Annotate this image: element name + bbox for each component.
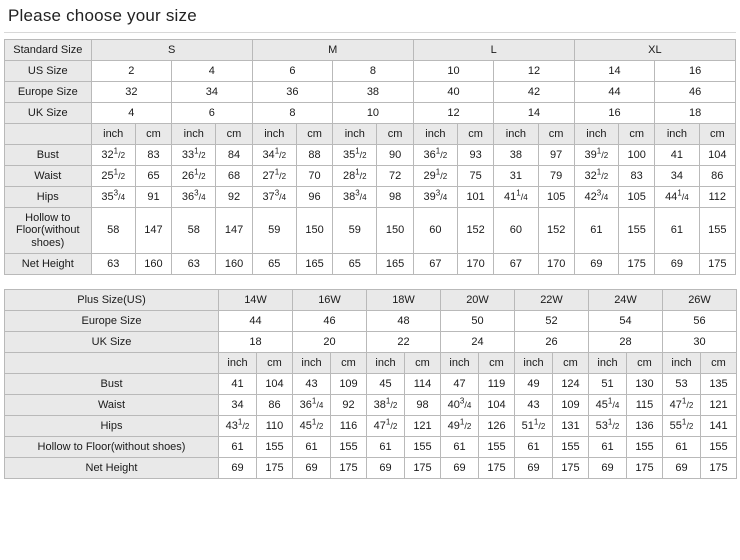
cell: 136 (627, 416, 663, 437)
cell: 86 (699, 166, 735, 187)
cell: 170 (538, 254, 574, 275)
cell: 43 (515, 395, 553, 416)
cell: 160 (135, 254, 171, 275)
cell: 58 (91, 208, 135, 254)
cell: 14 (574, 61, 655, 82)
cell: 44 (574, 82, 655, 103)
cell: 28 (589, 332, 663, 353)
cell: $27^1/2$ (252, 166, 296, 187)
cell: 69 (663, 458, 701, 479)
cell: 12 (413, 103, 494, 124)
group-18w: 18W (367, 290, 441, 311)
cell: 97 (538, 145, 574, 166)
cell: 155 (699, 208, 735, 254)
cell: 152 (538, 208, 574, 254)
cell: 68 (216, 166, 252, 187)
cell: $25^1/2$ (91, 166, 135, 187)
cell: 41 (219, 374, 257, 395)
cell: $38^3/4$ (333, 187, 377, 208)
cell: 43 (293, 374, 331, 395)
row-label-waist: Waist (5, 166, 92, 187)
cell: $41^1/4$ (494, 187, 538, 208)
cell: 105 (619, 187, 655, 208)
cell: 175 (479, 458, 515, 479)
cell: 83 (619, 166, 655, 187)
cell: 84 (216, 145, 252, 166)
row-label-bust: Bust (5, 374, 219, 395)
row-label-us-size: US Size (5, 61, 92, 82)
cell: 22 (367, 332, 441, 353)
unit-cell: inch (589, 353, 627, 374)
table-row (5, 395, 737, 416)
cell: 60 (413, 208, 457, 254)
unit-cell: cm (627, 353, 663, 374)
cell: 121 (405, 416, 441, 437)
cell: 104 (479, 395, 515, 416)
cell: 67 (413, 254, 457, 275)
unit-cell: inch (252, 124, 296, 145)
cell: 70 (296, 166, 332, 187)
cell: $35^3/4$ (91, 187, 135, 208)
cell: 26 (515, 332, 589, 353)
cell: $43^1/2$ (219, 416, 257, 437)
cell: $55^1/2$ (663, 416, 701, 437)
row-label-hollow-to-floor: Hollow to Floor(without shoes) (5, 208, 92, 254)
cell: 69 (574, 254, 618, 275)
cell: 175 (405, 458, 441, 479)
cell: 12 (494, 61, 575, 82)
group-m: M (252, 40, 413, 61)
cell: 20 (293, 332, 367, 353)
cell: 36 (252, 82, 333, 103)
unit-cell: cm (257, 353, 293, 374)
standard-size-table (4, 39, 736, 275)
plus-table-body (5, 290, 737, 479)
cell: 59 (333, 208, 377, 254)
standard-table-body (5, 40, 736, 275)
cell: 10 (413, 61, 494, 82)
cell: 4 (91, 103, 172, 124)
cell: 63 (91, 254, 135, 275)
cell: 109 (331, 374, 367, 395)
group-l: L (413, 40, 574, 61)
cell: 155 (701, 437, 737, 458)
unit-cell: inch (663, 353, 701, 374)
unit-row-spacer (5, 353, 219, 374)
unit-cell: inch (441, 353, 479, 374)
row-label-hips: Hips (5, 416, 219, 437)
table-row (5, 458, 737, 479)
cell: 50 (441, 311, 515, 332)
cell: 52 (515, 311, 589, 332)
cell: 69 (219, 458, 257, 479)
row-label-hollow-to-floor: Hollow to Floor(without shoes) (5, 437, 219, 458)
unit-cell: cm (377, 124, 413, 145)
cell: 6 (172, 103, 253, 124)
table-gap (0, 275, 740, 289)
row-label-uk-size: UK Size (5, 103, 92, 124)
table-row (5, 374, 737, 395)
group-16w: 16W (293, 290, 367, 311)
cell: 34 (172, 82, 253, 103)
table-row (5, 61, 736, 82)
cell: 61 (663, 437, 701, 458)
cell: 83 (135, 145, 171, 166)
cell: 126 (479, 416, 515, 437)
cell: 44 (219, 311, 293, 332)
cell: 69 (515, 458, 553, 479)
plus-size-header: Plus Size(US) (5, 290, 219, 311)
cell: 61 (515, 437, 553, 458)
unit-cell: cm (135, 124, 171, 145)
cell: $36^1/2$ (413, 145, 457, 166)
unit-cell: inch (515, 353, 553, 374)
cell: 121 (701, 395, 737, 416)
cell: $47^1/2$ (663, 395, 701, 416)
table-row (5, 82, 736, 103)
row-label-hips: Hips (5, 187, 92, 208)
row-label-uk-size: UK Size (5, 332, 219, 353)
cell: 90 (377, 145, 413, 166)
cell: 63 (172, 254, 216, 275)
cell: 116 (331, 416, 367, 437)
cell: 69 (293, 458, 331, 479)
table-row-units (5, 124, 736, 145)
table-row (5, 103, 736, 124)
cell: 18 (655, 103, 736, 124)
group-24w: 24W (589, 290, 663, 311)
table-row-group-header (5, 290, 737, 311)
cell: $32^1/2$ (91, 145, 135, 166)
cell: 54 (589, 311, 663, 332)
cell: 155 (627, 437, 663, 458)
cell: 60 (494, 208, 538, 254)
group-20w: 20W (441, 290, 515, 311)
group-s: S (91, 40, 252, 61)
cell: 147 (135, 208, 171, 254)
cell: $36^1/4$ (293, 395, 331, 416)
cell: 155 (257, 437, 293, 458)
unit-cell: inch (293, 353, 331, 374)
unit-cell: cm (699, 124, 735, 145)
cell: 10 (333, 103, 414, 124)
cell: 147 (216, 208, 252, 254)
cell: 34 (655, 166, 699, 187)
cell: 150 (296, 208, 332, 254)
cell: $26^1/2$ (172, 166, 216, 187)
cell: 51 (589, 374, 627, 395)
table-row-group-header (5, 40, 736, 61)
cell: $36^3/4$ (172, 187, 216, 208)
row-label-net-height: Net Height (5, 458, 219, 479)
cell: 135 (701, 374, 737, 395)
cell: 72 (377, 166, 413, 187)
cell: 8 (252, 103, 333, 124)
cell: 155 (405, 437, 441, 458)
cell: $51^1/2$ (515, 416, 553, 437)
cell: 67 (494, 254, 538, 275)
cell: 109 (553, 395, 589, 416)
cell: 131 (553, 416, 589, 437)
cell: 160 (216, 254, 252, 275)
cell: 141 (701, 416, 737, 437)
cell: $49^1/2$ (441, 416, 479, 437)
table-row (5, 187, 736, 208)
cell: $44^1/4$ (655, 187, 699, 208)
cell: 31 (494, 166, 538, 187)
cell: 34 (219, 395, 257, 416)
unit-cell: cm (619, 124, 655, 145)
group-14w: 14W (219, 290, 293, 311)
cell: 14 (494, 103, 575, 124)
cell: $37^3/4$ (252, 187, 296, 208)
cell: 16 (574, 103, 655, 124)
cell: 175 (699, 254, 735, 275)
cell: 115 (627, 395, 663, 416)
cell: 6 (252, 61, 333, 82)
table-row (5, 166, 736, 187)
cell: 69 (367, 458, 405, 479)
cell: 61 (293, 437, 331, 458)
cell: $39^3/4$ (413, 187, 457, 208)
table-row (5, 332, 737, 353)
cell: 18 (219, 332, 293, 353)
cell: 175 (257, 458, 293, 479)
cell: 175 (331, 458, 367, 479)
cell: 155 (479, 437, 515, 458)
cell: 112 (699, 187, 735, 208)
unit-cell: inch (367, 353, 405, 374)
cell: $38^1/2$ (367, 395, 405, 416)
cell: 104 (699, 145, 735, 166)
cell: 41 (655, 145, 699, 166)
table-row (5, 437, 737, 458)
unit-cell: cm (538, 124, 574, 145)
unit-cell: cm (553, 353, 589, 374)
cell: 65 (333, 254, 377, 275)
unit-cell: cm (296, 124, 332, 145)
cell: 2 (91, 61, 172, 82)
cell: 130 (627, 374, 663, 395)
cell: $28^1/2$ (333, 166, 377, 187)
plus-size-table (4, 289, 737, 479)
cell: 93 (458, 145, 494, 166)
cell: 53 (663, 374, 701, 395)
cell: 69 (441, 458, 479, 479)
cell: $42^3/4$ (574, 187, 618, 208)
cell: $45^1/4$ (589, 395, 627, 416)
cell: 61 (367, 437, 405, 458)
cell: 75 (458, 166, 494, 187)
group-26w: 26W (663, 290, 737, 311)
group-22w: 22W (515, 290, 589, 311)
page-title: Please choose your size (8, 6, 197, 25)
cell: 61 (574, 208, 618, 254)
cell: 69 (655, 254, 699, 275)
cell: 114 (405, 374, 441, 395)
cell: 32 (91, 82, 172, 103)
cell: 91 (135, 187, 171, 208)
unit-cell: inch (655, 124, 699, 145)
cell: 56 (663, 311, 737, 332)
cell: $33^1/2$ (172, 145, 216, 166)
table-row-units (5, 353, 737, 374)
cell: 38 (494, 145, 538, 166)
cell: $53^1/2$ (589, 416, 627, 437)
cell: 175 (627, 458, 663, 479)
row-label-bust: Bust (5, 145, 92, 166)
cell: 86 (257, 395, 293, 416)
cell: 65 (135, 166, 171, 187)
unit-cell: inch (494, 124, 538, 145)
cell: $45^1/2$ (293, 416, 331, 437)
cell: 48 (367, 311, 441, 332)
cell: 165 (377, 254, 413, 275)
table-row (5, 208, 736, 254)
cell: 155 (331, 437, 367, 458)
table-row (5, 311, 737, 332)
cell: 98 (377, 187, 413, 208)
unit-cell: inch (172, 124, 216, 145)
cell: 59 (252, 208, 296, 254)
cell: 88 (296, 145, 332, 166)
cell: 58 (172, 208, 216, 254)
cell: 61 (589, 437, 627, 458)
unit-cell: inch (413, 124, 457, 145)
unit-cell: cm (458, 124, 494, 145)
unit-cell: cm (405, 353, 441, 374)
cell: 170 (458, 254, 494, 275)
cell: $47^1/2$ (367, 416, 405, 437)
table-row (5, 145, 736, 166)
cell: 165 (296, 254, 332, 275)
cell: $34^1/2$ (252, 145, 296, 166)
cell: 155 (619, 208, 655, 254)
cell: 96 (296, 187, 332, 208)
row-label-europe-size: Europe Size (5, 82, 92, 103)
unit-cell: cm (479, 353, 515, 374)
cell: 105 (538, 187, 574, 208)
unit-cell: inch (219, 353, 257, 374)
cell: 124 (553, 374, 589, 395)
cell: 175 (619, 254, 655, 275)
standard-size-header: Standard Size (5, 40, 92, 61)
row-label-waist: Waist (5, 395, 219, 416)
cell: 46 (655, 82, 736, 103)
cell: 152 (458, 208, 494, 254)
cell: 24 (441, 332, 515, 353)
cell: 69 (589, 458, 627, 479)
cell: 45 (367, 374, 405, 395)
cell: 30 (663, 332, 737, 353)
cell: $32^1/2$ (574, 166, 618, 187)
cell: 40 (413, 82, 494, 103)
cell: 175 (701, 458, 737, 479)
unit-cell: cm (216, 124, 252, 145)
unit-row-spacer (5, 124, 92, 145)
cell: 92 (331, 395, 367, 416)
cell: 150 (377, 208, 413, 254)
cell: $40^3/4$ (441, 395, 479, 416)
table-row (5, 416, 737, 437)
cell: 46 (293, 311, 367, 332)
cell: 38 (333, 82, 414, 103)
cell: 79 (538, 166, 574, 187)
unit-cell: inch (574, 124, 618, 145)
unit-cell: inch (91, 124, 135, 145)
cell: 104 (257, 374, 293, 395)
cell: 61 (441, 437, 479, 458)
cell: 8 (333, 61, 414, 82)
cell: 42 (494, 82, 575, 103)
cell: 119 (479, 374, 515, 395)
cell: 175 (553, 458, 589, 479)
unit-cell: inch (333, 124, 377, 145)
cell: 49 (515, 374, 553, 395)
cell: $39^1/2$ (574, 145, 618, 166)
cell: 98 (405, 395, 441, 416)
cell: 4 (172, 61, 253, 82)
title-divider (4, 32, 736, 33)
cell: 101 (458, 187, 494, 208)
cell: 110 (257, 416, 293, 437)
cell: 61 (655, 208, 699, 254)
row-label-net-height: Net Height (5, 254, 92, 275)
cell: 16 (655, 61, 736, 82)
cell: 92 (216, 187, 252, 208)
cell: 47 (441, 374, 479, 395)
unit-cell: cm (331, 353, 367, 374)
cell: 155 (553, 437, 589, 458)
cell: $29^1/2$ (413, 166, 457, 187)
cell: 65 (252, 254, 296, 275)
cell: 61 (219, 437, 257, 458)
table-row (5, 254, 736, 275)
cell: 100 (619, 145, 655, 166)
unit-cell: cm (701, 353, 737, 374)
row-label-europe-size: Europe Size (5, 311, 219, 332)
group-xl: XL (574, 40, 735, 61)
cell: $35^1/2$ (333, 145, 377, 166)
